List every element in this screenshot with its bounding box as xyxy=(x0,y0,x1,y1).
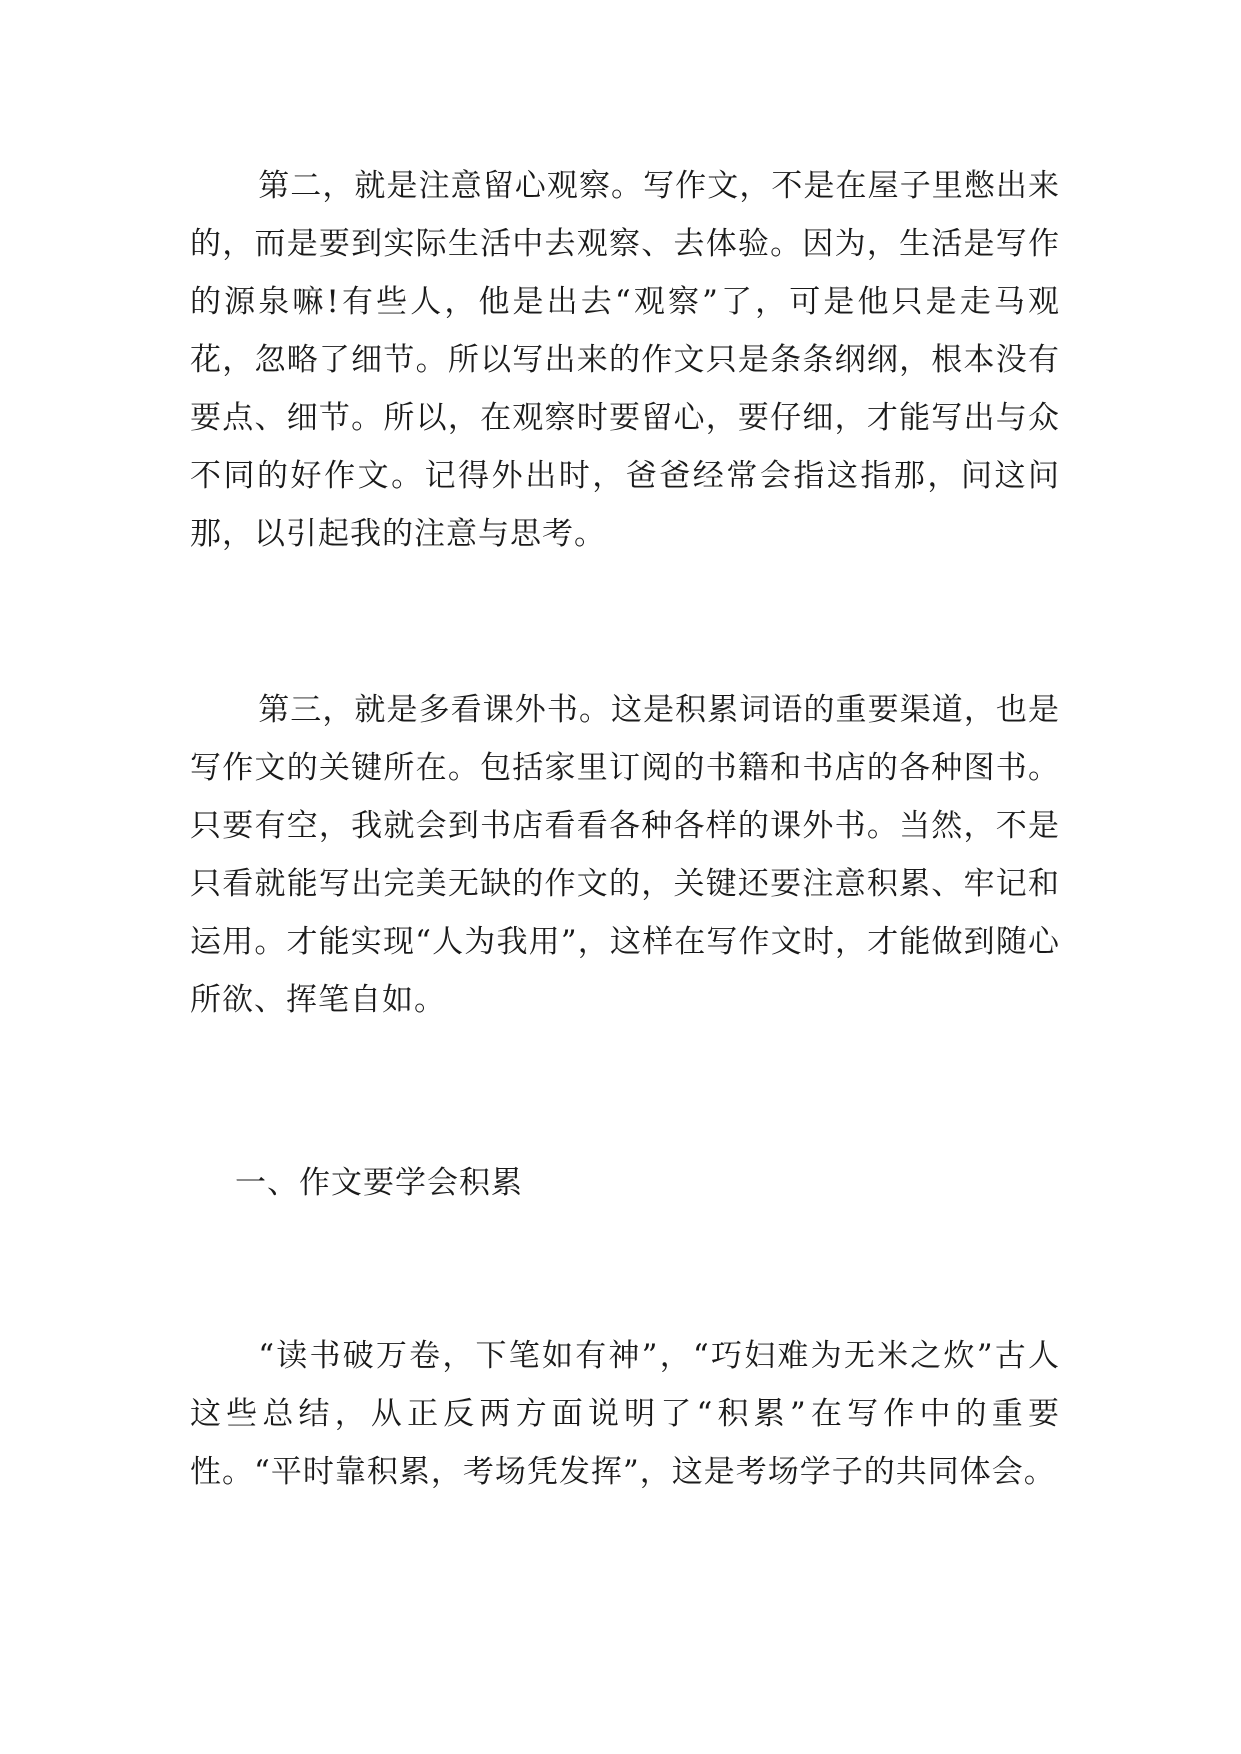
paragraph-reading: 第三，就是多看课外书。这是积累词语的重要渠道，也是写作文的关键所在。包括家里订阅的书籍和书店的各种图书。只要有空，我就会到书店看看各种各样的课外书。当然，不是只看就能写出完美无缺的作文的，关键还要注意积累、牢记和运用。才能实现“人为我用”，这样在写作文时，才能做到随心所欲、挥笔自如。 xyxy=(190,692,1060,1018)
paragraph-observation: 第二，就是注意留心观察。写作文，不是在屋子里憋出来的，而是要到实际生活中去观察、去体验。因为，生活是写作的源泉嘛!有些人，他是出去“观察”了，可是他只是走马观花，忽略了细节。所以写出来的作文只是条条纲纲，根本没有要点、细节。所以，在观察时要留心，要仔细，才能写出与众不同的好作文。记得外出时，爸爸经常会指这指那，问这问那，以引起我的注意与思考。 xyxy=(190,168,1060,552)
paragraph-accumulation: “读书破万卷，下笔如有神”，“巧妇难为无米之炊”古人这些总结，从正反两方面说明了“积累”在写作中的重要性。“平时靠积累，考场凭发挥”，这是考场学子的共同体会。 xyxy=(190,1338,1060,1490)
section-heading: 一、作文要学会积累 xyxy=(235,1165,523,1201)
